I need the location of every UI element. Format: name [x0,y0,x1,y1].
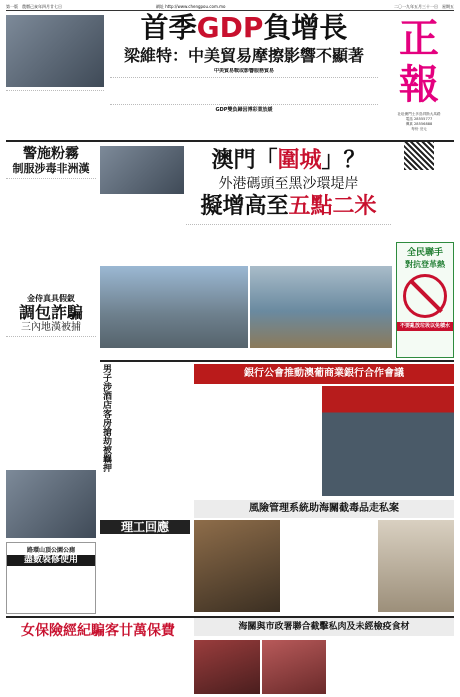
lead-photo [6,15,104,87]
feature-body [186,224,391,264]
feature-headline: 澳門「圍城」？ 外港碼頭至黑沙環堤岸 擬增高至五點二米 [200,148,377,219]
robbery-story: 男子涉酒店客房搶劫被羈押 [101,364,111,472]
dengue-ad: 全民聯手 對抗登革熱 不要亂放垃圾以免積水 [396,242,454,358]
qr-code-icon [404,140,434,170]
robbery-body [142,364,190,516]
return-body [100,538,190,612]
customs-headline: 海關與市政署聯合截擊私肉及未經檢疫食材 [194,618,454,636]
bank-headline: 銀行公會推動澳葡商業銀行合作會議 [194,364,454,384]
customs-photo-1 [194,640,260,694]
lead-body: 中美貿易戰或影響服務貿易 GDP雙負歸因博彩業放緩 [110,68,378,136]
harbour-photo-2 [250,266,392,348]
risk-body [282,520,376,612]
bank-body [194,386,320,496]
header-date: 二〇一九年五月三十一日 星期五 [394,4,454,9]
bottom-body [6,644,190,694]
masthead: 正 報 社址澳門士多鳥拜斯大馬路 電話 28555777 傳真 28556888 每份 叁元 [384,16,454,170]
bottom-headline: 女保險經紀騙客廿萬保費 [21,623,175,639]
lead-subhead: 梁維特：中美貿易摩擦影響不顯著 [123,46,364,65]
lead-text [6,90,104,138]
return-headline: 理工回應 [100,520,190,534]
risk-photo-2 [378,520,454,612]
masthead-logo-2: 報 [399,61,439,108]
header-left: 第一版 農曆己亥年四月廿七日 [6,4,62,9]
customs-body [330,640,454,694]
feature-side-text [100,146,184,246]
no-entry-icon [403,274,447,318]
left-photo [6,470,96,538]
risk-headline: 風險管理系統助海關截毒品走私案 [194,500,454,518]
harbour-photo-1 [100,266,248,348]
bank-photo [322,386,454,496]
risk-photo [194,520,280,612]
masthead-logo-1: 正 [399,15,439,62]
customs-photo-2 [262,640,326,694]
lead-headline: 首季GDP負增長 [140,11,348,44]
left-bottom-story: 路環山頂公園公廁 盡數裝修使用 [6,542,96,614]
header-url: 網址 http://www.chengpou.com.mo [156,4,226,9]
left-column: 警施粉霧 制服涉毒非洲漢 金侍真具假釵 調包詐騙 三內地漢被捕 [6,146,96,436]
